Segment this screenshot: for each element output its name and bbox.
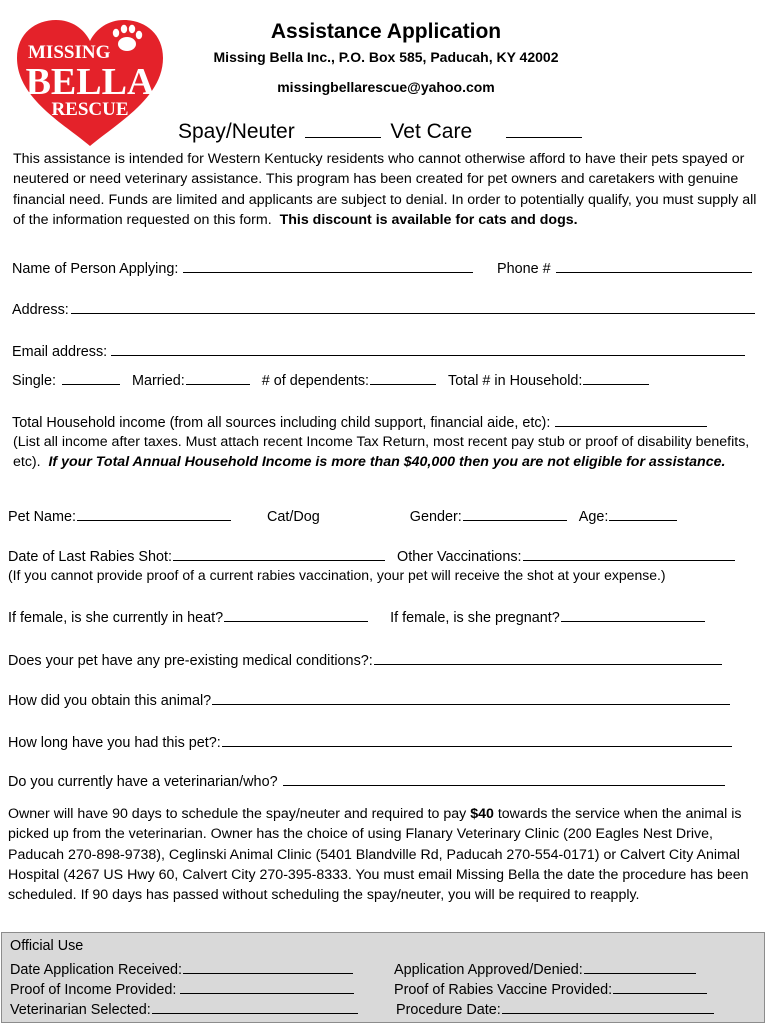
email-field bbox=[12, 341, 745, 360]
intro-paragraph bbox=[13, 149, 761, 230]
approved-label: Application Approved/Denied: bbox=[394, 962, 583, 978]
logo-line-1: MISSING bbox=[28, 42, 111, 63]
phone-input[interactable] bbox=[556, 258, 752, 273]
cat-dog-label: Cat/Dog bbox=[266, 509, 320, 525]
other-vaccinations-input[interactable] bbox=[523, 546, 735, 561]
org-email: missingbellarescue@yahoo.com bbox=[277, 79, 495, 95]
female-status-row bbox=[8, 607, 705, 626]
vet-label: Do you currently have a veterinarian/who? bbox=[8, 774, 278, 790]
household-status-row bbox=[12, 370, 649, 389]
address-input[interactable] bbox=[71, 299, 755, 314]
name-field bbox=[12, 258, 473, 277]
gender-label: Gender: bbox=[409, 509, 462, 525]
service-selection bbox=[178, 117, 582, 144]
vet-field bbox=[8, 771, 725, 790]
form-title: Assistance Application bbox=[270, 20, 502, 43]
income-proof-label: Proof of Income Provided: bbox=[10, 982, 177, 998]
address-label: Address: bbox=[12, 302, 69, 318]
approved-input[interactable] bbox=[584, 959, 696, 974]
date-received-input[interactable] bbox=[183, 959, 353, 974]
rabies-proof-field bbox=[394, 979, 707, 998]
logo-line-2: BELLA bbox=[25, 61, 155, 103]
pregnant-label: If female, is she pregnant? bbox=[390, 610, 560, 626]
married-input[interactable] bbox=[186, 370, 250, 385]
official-use-title: Official Use bbox=[10, 938, 84, 954]
income-label: Total Household income (from all sources including child support, financial aide, etc): bbox=[12, 415, 551, 431]
approved-field bbox=[394, 959, 696, 978]
single-input[interactable] bbox=[62, 370, 120, 385]
dependents-input[interactable] bbox=[370, 370, 436, 385]
conditions-input[interactable] bbox=[374, 650, 722, 665]
date-received-label: Date Application Received: bbox=[10, 962, 182, 978]
rabies-proof-label: Proof of Rabies Vaccine Provided: bbox=[394, 982, 613, 998]
pregnant-input[interactable] bbox=[561, 607, 705, 622]
name-input[interactable] bbox=[183, 258, 473, 273]
terms-text-1: Owner will have 90 days to schedule the spay/neuter and required to pay bbox=[8, 806, 467, 822]
income-proof-input[interactable] bbox=[180, 979, 354, 994]
single-label: Single: bbox=[12, 373, 57, 389]
income-field bbox=[12, 412, 707, 431]
rabies-proof-input[interactable] bbox=[613, 979, 707, 994]
terms-amount: $40 bbox=[470, 806, 494, 822]
spay-neuter-blank[interactable] bbox=[305, 117, 381, 138]
terms-paragraph bbox=[8, 804, 764, 905]
income-proof-field bbox=[10, 979, 354, 998]
procedure-date-field bbox=[396, 999, 714, 1018]
household-input[interactable] bbox=[583, 370, 649, 385]
pet-name-input[interactable] bbox=[77, 506, 231, 521]
vet-selected-input[interactable] bbox=[152, 999, 358, 1014]
rabies-note: (If you cannot provide proof of a current rabies vaccination, your pet will receive the shot at your expense.) bbox=[8, 567, 666, 583]
obtain-field bbox=[8, 690, 730, 709]
vaccination-row bbox=[8, 546, 735, 565]
gender-input[interactable] bbox=[463, 506, 567, 521]
obtain-input[interactable] bbox=[212, 690, 730, 705]
income-note-text: (List all income after taxes. Must attach recent Income Tax Return, most recent pay stub or proof of disability benefits, etc). bbox=[13, 434, 750, 471]
conditions-field bbox=[8, 650, 722, 669]
heat-input[interactable] bbox=[224, 607, 368, 622]
heat-label: If female, is she currently in heat? bbox=[8, 610, 224, 626]
obtain-label: How did you obtain this animal? bbox=[8, 693, 212, 709]
date-received-field bbox=[10, 959, 353, 978]
married-label: Married: bbox=[132, 373, 185, 389]
age-input[interactable] bbox=[609, 506, 677, 521]
vet-care-label: Vet Care bbox=[390, 120, 473, 143]
phone-label: Phone # bbox=[497, 261, 551, 277]
missing-bella-logo bbox=[14, 18, 166, 148]
name-label: Name of Person Applying: bbox=[12, 261, 179, 277]
intro-bold: This discount is available for cats and dogs. bbox=[279, 211, 578, 228]
other-vaccinations-label: Other Vaccinations: bbox=[397, 549, 522, 565]
rabies-input[interactable] bbox=[173, 546, 385, 561]
procedure-date-label: Procedure Date: bbox=[396, 1002, 501, 1018]
age-label: Age: bbox=[578, 509, 609, 525]
email-input[interactable] bbox=[111, 341, 745, 356]
how-long-label: How long have you had this pet?: bbox=[8, 735, 221, 751]
email-label: Email address: bbox=[12, 344, 108, 360]
heart-icon bbox=[14, 18, 166, 148]
how-long-field bbox=[8, 732, 732, 751]
dependents-label: # of dependents: bbox=[261, 373, 370, 389]
how-long-input[interactable] bbox=[222, 732, 732, 747]
intro-text: This assistance is intended for Western Kentucky residents who cannot otherwise afford to have their pets spayed or neutered or need veterinary assistance. This program has been created for pet owners and caretakers with genuine financial need. Funds are limited and applicants are subject to denial. In order to potentially qualify, you must supply all of the information requested on this form. bbox=[13, 151, 757, 228]
household-label: Total # in Household: bbox=[448, 373, 583, 389]
vet-selected-field bbox=[10, 999, 358, 1018]
vet-care-blank[interactable] bbox=[506, 117, 582, 138]
income-input[interactable] bbox=[555, 412, 707, 427]
conditions-label: Does your pet have any pre-existing medical conditions?: bbox=[8, 653, 373, 669]
vet-selected-label: Veterinarian Selected: bbox=[10, 1002, 151, 1018]
income-warning: If your Total Annual Household Income is more than $40,000 then you are not eligible for assistance. bbox=[48, 454, 726, 471]
terms-text-2: towards the service when the animal is picked up from the veterinarian. Owner has the choice of using Flanary Veterinary Clinic (200 Eagles Nest Drive, Paducah 270-898-9738), Ceglinski Animal Clinic (5401 Blandville Rd, Paducah 270-554-0171) or Calvert City Animal Hospital (4267 US Hwy 60, Calvert City 270-395-8333. You must email Missing Bella the date the procedure has been scheduled. If 90 days has passed without scheduling the spay/neuter, you will be required to reapply. bbox=[8, 806, 749, 904]
phone-field bbox=[497, 258, 752, 277]
logo-line-3: RESCUE bbox=[51, 99, 129, 120]
procedure-date-input[interactable] bbox=[502, 999, 714, 1014]
income-note bbox=[13, 432, 753, 473]
pet-info-row bbox=[8, 506, 677, 525]
spay-neuter-label: Spay/Neuter bbox=[178, 120, 295, 143]
rabies-label: Date of Last Rabies Shot: bbox=[8, 549, 172, 565]
org-address: Missing Bella Inc., P.O. Box 585, Paducah, KY 42002 bbox=[213, 49, 559, 65]
vet-input[interactable] bbox=[283, 771, 725, 786]
pet-name-label: Pet Name: bbox=[8, 509, 76, 525]
official-use-box bbox=[1, 932, 765, 1023]
address-field bbox=[12, 299, 755, 318]
